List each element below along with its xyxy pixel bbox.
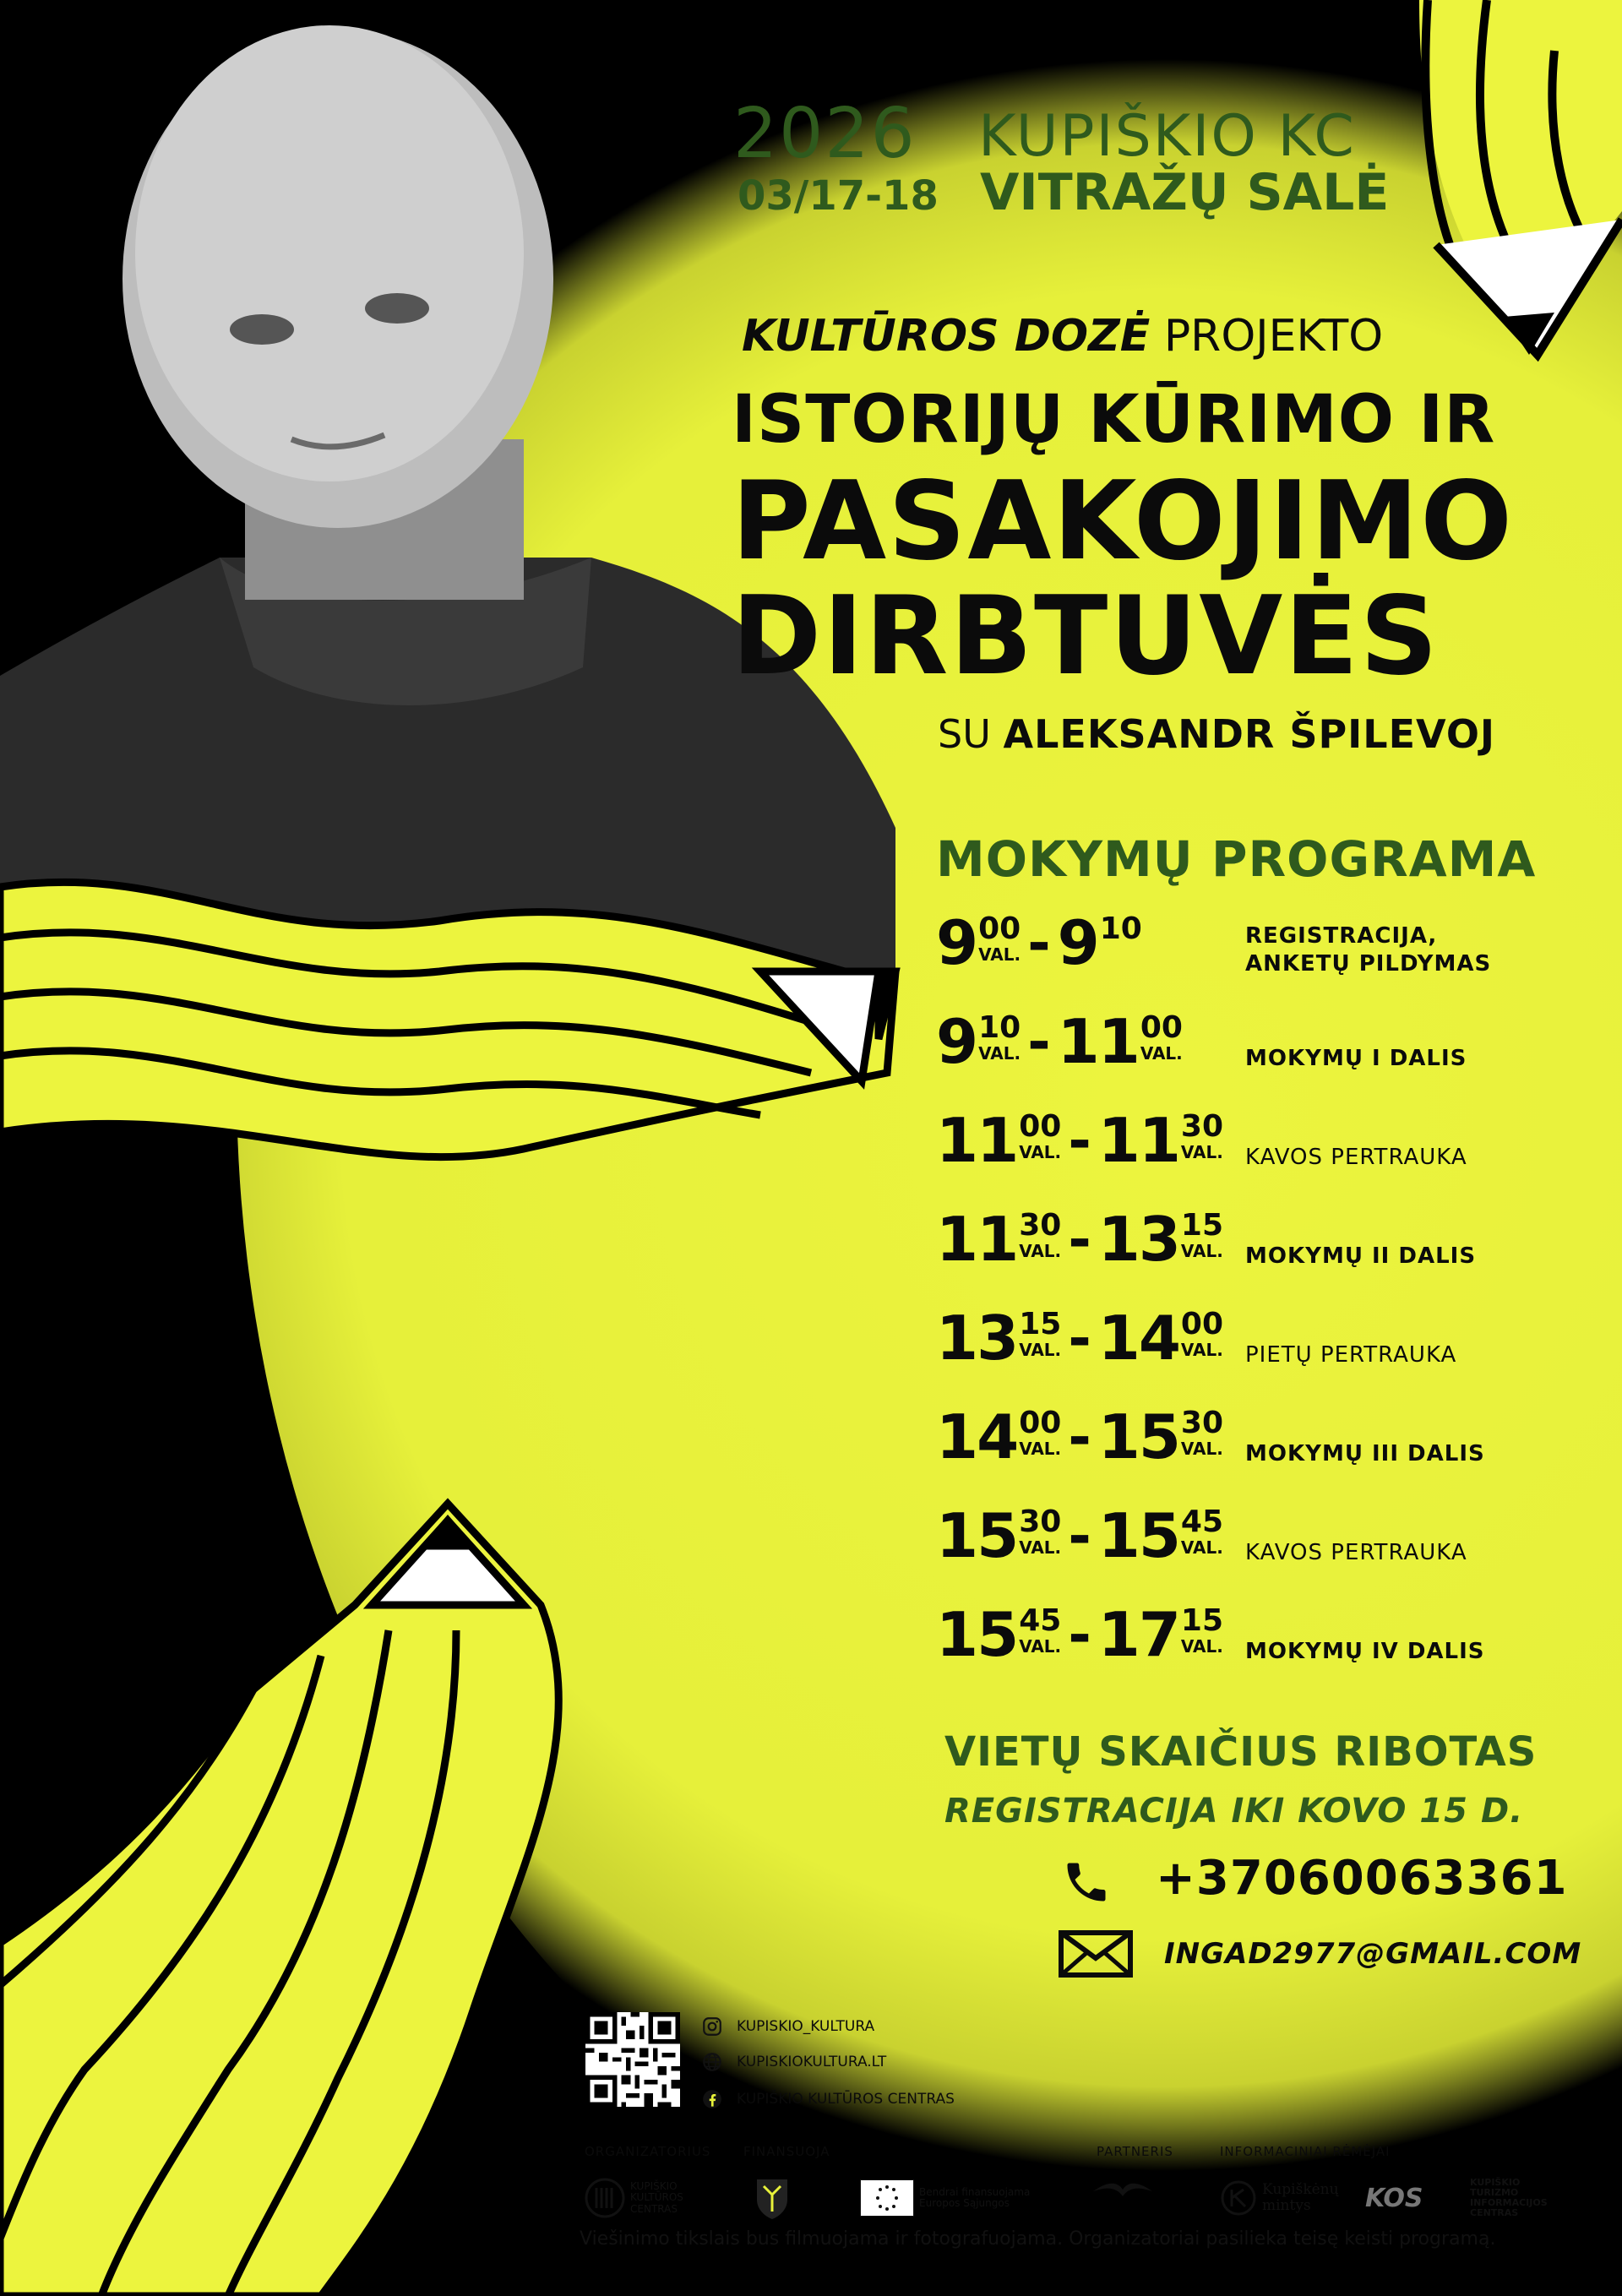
time-dash: - bbox=[1027, 1009, 1051, 1075]
end-time bbox=[1057, 1006, 1183, 1077]
facebook-icon bbox=[701, 2088, 723, 2110]
end-time-minutes: 30 bbox=[1180, 1406, 1224, 1440]
logo-kupiskio-kulturos-centras bbox=[585, 2174, 683, 2222]
schedule-row bbox=[936, 1401, 1578, 1505]
time-range bbox=[936, 1105, 1224, 1186]
media-sponsors-label: INFORMACINIAI RĖMĖJAI bbox=[1220, 2144, 1391, 2159]
end-time-val: VAL. bbox=[1180, 1241, 1223, 1261]
end-time-hour: 11 bbox=[1057, 1006, 1139, 1077]
time-range bbox=[936, 1303, 1224, 1384]
end-time-minutes: 30 bbox=[1180, 1109, 1224, 1144]
start-time-val: VAL. bbox=[1019, 1537, 1062, 1558]
schedule-row bbox=[936, 1105, 1578, 1209]
seats-limited: VIETŲ SKAIČIUS RIBOTAS bbox=[944, 1728, 1538, 1776]
project-name: KULTŪROS DOZĖ bbox=[742, 311, 1151, 362]
end-time-hour: 15 bbox=[1097, 1500, 1179, 1571]
start-time-minutes: 00 bbox=[978, 911, 1021, 946]
start-time-hour: 11 bbox=[936, 1105, 1018, 1176]
start-time bbox=[936, 1006, 1021, 1077]
end-time-minutes: 45 bbox=[1180, 1504, 1224, 1539]
start-time-minutes-block bbox=[978, 1011, 1021, 1062]
time-dash: - bbox=[1027, 911, 1051, 976]
start-time bbox=[936, 1401, 1062, 1472]
title-line-3: DIRBTUVĖS bbox=[732, 574, 1440, 699]
start-time-hour: 15 bbox=[936, 1500, 1018, 1571]
presenter-name: ALEKSANDR ŠPILEVOJ bbox=[1003, 711, 1496, 757]
start-time bbox=[936, 1599, 1062, 1670]
start-time-minutes: 30 bbox=[1019, 1208, 1062, 1243]
activity-label: KAVOS PERTRAUKA bbox=[1245, 1145, 1467, 1170]
website-url: KUPISKIOKULTURA.LT bbox=[737, 2053, 887, 2070]
start-time-hour: 9 bbox=[936, 907, 977, 978]
end-time-minutes: 00 bbox=[1180, 1307, 1224, 1341]
schedule-row bbox=[936, 1500, 1578, 1604]
start-time-hour: 14 bbox=[936, 1401, 1018, 1472]
logo-turizmo-centras bbox=[1470, 2174, 1548, 2222]
end-time-minutes-block bbox=[1181, 1406, 1223, 1457]
activity-label: KAVOS PERTRAUKA bbox=[1245, 1540, 1467, 1565]
start-time-val: VAL. bbox=[1019, 1439, 1062, 1459]
start-time-minutes: 30 bbox=[1019, 1504, 1062, 1539]
end-time-val: VAL. bbox=[1140, 1043, 1183, 1064]
program-title: MOKYMŲ PROGRAMA bbox=[936, 830, 1537, 888]
end-time-val: VAL. bbox=[1180, 1636, 1223, 1657]
mintys-emblem-icon bbox=[1220, 2179, 1257, 2217]
start-time bbox=[936, 1204, 1062, 1275]
venue-name: KUPIŠKIO KC bbox=[978, 103, 1356, 170]
globe-icon bbox=[701, 2051, 723, 2073]
eu-flag-icon bbox=[860, 2179, 914, 2217]
start-time-val: VAL. bbox=[978, 944, 1021, 965]
end-time-val: VAL. bbox=[1180, 1142, 1223, 1162]
funding-label: FINANSUOJA bbox=[743, 2144, 830, 2159]
start-time-val: VAL. bbox=[978, 1043, 1021, 1064]
logo-savivaldybe bbox=[747, 2174, 797, 2222]
end-time bbox=[1097, 1401, 1224, 1472]
time-dash: - bbox=[1068, 1306, 1091, 1371]
start-time bbox=[936, 1303, 1062, 1374]
end-time-minutes-block bbox=[1181, 1209, 1223, 1260]
project-word: PROJEKTO bbox=[1163, 311, 1384, 362]
venue-hall: VITRAŽŲ SALĖ bbox=[980, 163, 1390, 222]
logo-kupiskenu-mintys bbox=[1220, 2174, 1339, 2222]
activity-label: MOKYMŲ IV DALIS bbox=[1245, 1639, 1485, 1664]
start-time-hour: 11 bbox=[936, 1204, 1018, 1275]
end-time-hour: 14 bbox=[1097, 1303, 1179, 1374]
end-time-val: VAL. bbox=[1180, 1340, 1223, 1360]
start-time-minutes-block bbox=[1019, 1110, 1061, 1161]
start-time-minutes-block bbox=[1019, 1209, 1061, 1260]
end-time bbox=[1097, 1204, 1224, 1275]
end-time-val: VAL. bbox=[1180, 1537, 1223, 1558]
project-line bbox=[742, 311, 1384, 362]
activity-label: MOKYMŲ II DALIS bbox=[1245, 1243, 1477, 1269]
end-time-minutes-block bbox=[1181, 1110, 1223, 1161]
facebook-page: KUPIŠKIO KULTŪROS CENTRAS bbox=[737, 2090, 955, 2108]
time-dash: - bbox=[1068, 1405, 1091, 1470]
start-time-minutes-block bbox=[1019, 1604, 1061, 1655]
start-time bbox=[936, 1500, 1062, 1571]
activity-label: MOKYMŲ III DALIS bbox=[1245, 1441, 1485, 1466]
start-time-hour: 9 bbox=[936, 1006, 977, 1077]
end-time-minutes: 10 bbox=[1099, 911, 1142, 946]
qr-code[interactable] bbox=[585, 2012, 680, 2107]
start-time-hour: 13 bbox=[936, 1303, 1018, 1374]
kos-text: KOS bbox=[1365, 2183, 1423, 2213]
organizer-label: ORGANIZATORIUS bbox=[585, 2144, 711, 2159]
phone-icon bbox=[1061, 1857, 1112, 1907]
start-time-minutes: 00 bbox=[1019, 1406, 1062, 1440]
end-time-minutes-block bbox=[1181, 1505, 1223, 1556]
dates: 03/17-18 bbox=[738, 172, 939, 220]
schedule-row bbox=[936, 1006, 1578, 1110]
time-dash: - bbox=[1068, 1504, 1091, 1569]
end-time-minutes: 15 bbox=[1180, 1603, 1224, 1638]
time-range bbox=[936, 1006, 1183, 1087]
time-range bbox=[936, 1500, 1224, 1581]
registration-deadline: REGISTRACIJA IKI KOVO 15 D. bbox=[944, 1792, 1524, 1831]
schedule-row bbox=[936, 1303, 1578, 1406]
end-time-val: VAL. bbox=[1180, 1439, 1223, 1459]
eu-text: Bendrai finansuojama Europos Sąjungos bbox=[919, 2185, 1031, 2209]
end-time-minutes: 15 bbox=[1180, 1208, 1224, 1243]
mintys-text: Kupiškėnų mintys bbox=[1262, 2181, 1339, 2214]
start-time-minutes-block bbox=[978, 912, 1021, 963]
end-time bbox=[1097, 1599, 1224, 1670]
instagram-handle: KUPISKIO_KULTURA bbox=[737, 2017, 875, 2035]
start-time-val: VAL. bbox=[1019, 1636, 1062, 1657]
social-instagram[interactable] bbox=[701, 2016, 874, 2038]
start-time-minutes: 00 bbox=[1019, 1109, 1062, 1144]
envelope-icon bbox=[1058, 1929, 1134, 1978]
start-time-minutes-block bbox=[1019, 1308, 1061, 1358]
title-line-2: PASAKOJIMO bbox=[732, 459, 1515, 585]
end-time-minutes: 00 bbox=[1140, 1010, 1183, 1045]
ktic-text: KUPIŠKIO TURIZMO INFORMACIJOS CENTRAS bbox=[1470, 2176, 1548, 2219]
end-time-hour: 11 bbox=[1097, 1105, 1179, 1176]
schedule-row bbox=[936, 907, 1578, 1011]
activity-label: REGISTRACIJA, ANKETŲ PILDYMAS bbox=[1245, 923, 1492, 977]
start-time bbox=[936, 907, 1021, 978]
start-time-minutes: 15 bbox=[1019, 1307, 1062, 1341]
kkc-text: KUPIŠKIO KULTŪROS CENTRAS bbox=[630, 2180, 683, 2215]
end-time-minutes-block bbox=[1181, 1308, 1223, 1358]
end-time-minutes-block bbox=[1100, 912, 1142, 944]
time-dash: - bbox=[1068, 1108, 1091, 1173]
start-time-val: VAL. bbox=[1019, 1142, 1062, 1162]
end-time bbox=[1057, 907, 1142, 978]
year: 2026 bbox=[733, 94, 917, 174]
activity-label: MOKYMŲ I DALIS bbox=[1245, 1046, 1467, 1071]
time-range bbox=[936, 1599, 1224, 1680]
kkc-emblem-icon bbox=[585, 2178, 625, 2218]
start-time bbox=[936, 1105, 1062, 1176]
end-time bbox=[1097, 1303, 1224, 1374]
end-time-hour: 9 bbox=[1057, 907, 1098, 978]
time-dash: - bbox=[1068, 1207, 1091, 1272]
activity-label: PIETŲ PERTRAUKA bbox=[1245, 1342, 1457, 1368]
start-time-val: VAL. bbox=[1019, 1241, 1062, 1261]
logo-partner bbox=[1085, 2174, 1161, 2222]
end-time bbox=[1097, 1105, 1224, 1176]
start-time-minutes: 10 bbox=[978, 1010, 1021, 1045]
start-time-minutes: 45 bbox=[1019, 1603, 1062, 1638]
partners-label: PARTNERIS bbox=[1097, 2144, 1173, 2159]
email-address[interactable]: INGAD2977@GMAIL.COM bbox=[1164, 1937, 1582, 1971]
logo-eu bbox=[860, 2174, 1030, 2222]
title-line-1: ISTORIJŲ KŪRIMO IR bbox=[732, 382, 1496, 458]
start-time-val: VAL. bbox=[1019, 1340, 1062, 1360]
presenter-line bbox=[938, 711, 1496, 757]
end-time bbox=[1097, 1500, 1224, 1571]
end-time-hour: 17 bbox=[1097, 1599, 1179, 1670]
logo-kos bbox=[1365, 2174, 1423, 2222]
presenter-prefix: SU bbox=[938, 711, 991, 757]
phone-number[interactable]: +37060063361 bbox=[1156, 1851, 1568, 1906]
time-range bbox=[936, 1204, 1224, 1285]
end-time-minutes-block bbox=[1140, 1011, 1183, 1062]
schedule-row bbox=[936, 1204, 1578, 1308]
end-time-minutes-block bbox=[1181, 1604, 1223, 1655]
partner-bird-icon bbox=[1085, 2174, 1161, 2200]
time-dash: - bbox=[1068, 1602, 1091, 1668]
time-range bbox=[936, 907, 1142, 988]
schedule-row bbox=[936, 1599, 1578, 1703]
time-range bbox=[936, 1401, 1224, 1483]
end-time-hour: 15 bbox=[1097, 1401, 1179, 1472]
social-website[interactable] bbox=[701, 2051, 886, 2073]
instagram-icon bbox=[701, 2016, 723, 2038]
municipality-crest-icon bbox=[747, 2174, 797, 2222]
end-time-hour: 13 bbox=[1097, 1204, 1179, 1275]
start-time-hour: 15 bbox=[936, 1599, 1018, 1670]
schedule bbox=[936, 907, 1578, 1703]
social-facebook[interactable] bbox=[701, 2088, 955, 2110]
start-time-minutes-block bbox=[1019, 1505, 1061, 1556]
disclaimer: Viešinimo tikslais bus filmuojama ir fotografuojama. Organizatoriai pasilieka teisę keisti programą. bbox=[580, 2228, 1496, 2250]
start-time-minutes-block bbox=[1019, 1406, 1061, 1457]
